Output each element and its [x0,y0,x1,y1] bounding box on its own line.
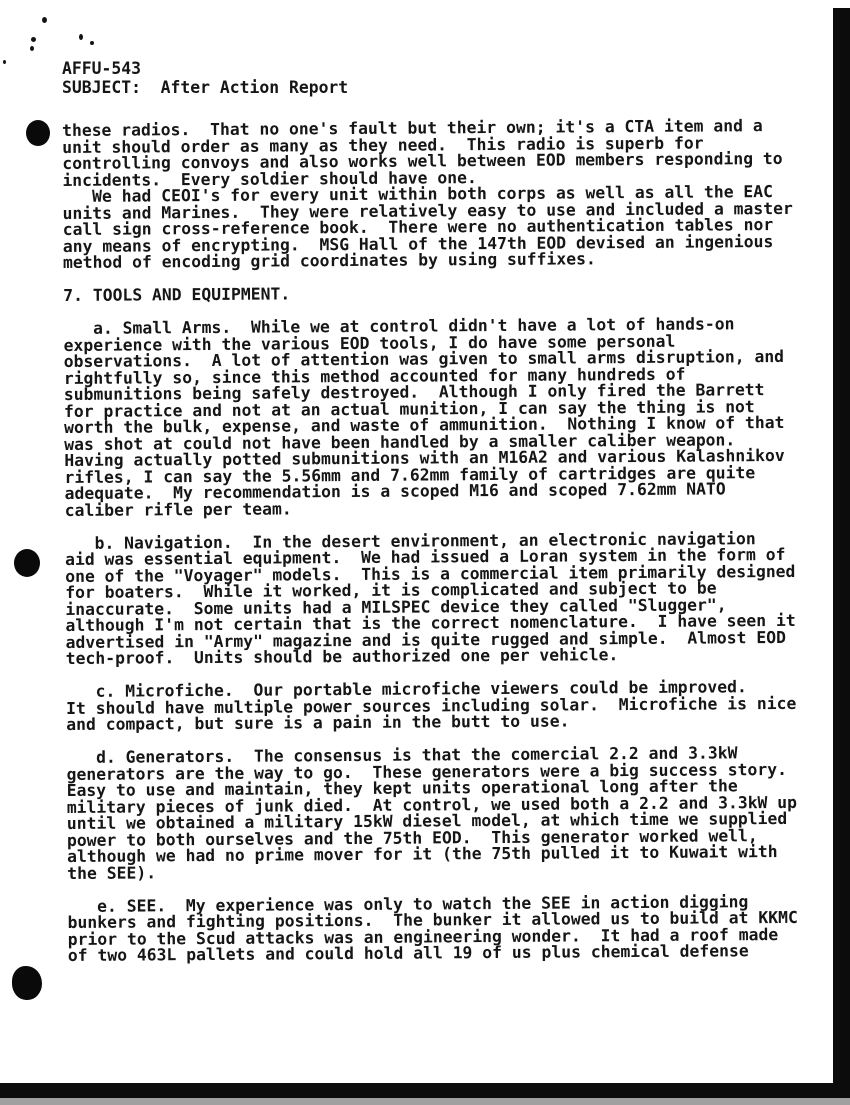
scanner-bed-strip [0,1098,850,1105]
scan-speckle [90,41,94,45]
document-header [62,59,348,97]
scan-speckle [31,37,36,42]
scan-speckle [42,17,47,23]
scan-edge-bar-right [833,8,850,1105]
hole-punch-mark-middle [14,549,40,577]
document-number: AFFU-543 [62,59,141,78]
scan-speckle [79,34,83,40]
hole-punch-mark-bottom [12,966,42,1000]
scan-speckle [30,46,34,51]
document-body-text: these radios. That no one's fault but their own; it's a CTA item and a unit should order as many as they need. This radio is superb for controlling convoys and also works well between EOD members responding to incidents. Every soldier should have one. We had CEOI's for every unit within both corps as well as all the EAC units and Marines. They were relatively easy to use and included a master call sign cross-reference book. There were no authentication tables nor any means of encrypting. MSG Hall of the 147th EOD devised an ingenious method of encoding grid coordinates by using suffixes. 7. TOOLS AND EQUIPMENT. a. Small Arms. While we at control didn't have a lot of hands-on experience with the various EOD tools, I do have some personal observations. A lot of attention was given to small arms disruption, and rightfully so, since this method accounted for many hundreds of submunitions being safely destroyed. Although I only fired the Barrett for practice and not at an actual munition, I can say the thing is not worth the bulk, expense, and waste of ammunition. Nothing I know of that was shot at could not have been handled by a smaller caliber weapon. Having actually potted submunitions with an M16A2 and various Kalashnikov rifles, I can say the 5.56mm and 7.62mm family of cartridges are quite adequate. My recommendation is a scoped M16 and scoped 7.62mm NATO caliber rifle per team. b. Navigation. In the desert environment, an electronic navigation aid was essential equipment. We had issued a Loran system in the form of one of the "Voyager" models. This is a commercial item primarily designed for boaters. While it worked, it is complicated and subject to be inaccurate. Some units had a MILSPEC device they called "Slugger", although I'm not certain that is the correct nomenclature. I have seen it advertised in "Army" magazine and is quite rugged and simple. Almost EOD tech-proof. Units should be authorized one per vehicle. c. Microfiche. Our portable microfiche viewers could be improved. It should have multiple power sources including solar. Microfiche is nice and compact, but sure is a pain in the butt to use. d. Generators. The consensus is that the comercial 2.2 and 3.3kW generators are the way to go. These generators were a big success story. Easy to use and maintain, they kept units operational long after the military pieces of junk died. At control, we used both a 2.2 and 3.3kW up until we obtained a military 15kW diesel model, at which time we supplied power to both ourselves and the 75th EOD. This generator worked well, although we had no prime mover for it (the 75th pulled it to Kuwait with the SEE). e. SEE. My experience was only to watch the SEE in action digging bunkers and fighting positions. The bunker it allowed us to build at KKMC prior to the Scud attacks was an engineering wonder. It had a roof made of two 463L pallets and could hold all 19 of us plus chemical defense [61,116,798,965]
subject-line: SUBJECT: After Action Report [62,78,349,97]
scan-edge-bar-bottom [0,1083,850,1098]
hole-punch-mark-top [26,120,50,146]
scan-speckle [3,60,6,64]
